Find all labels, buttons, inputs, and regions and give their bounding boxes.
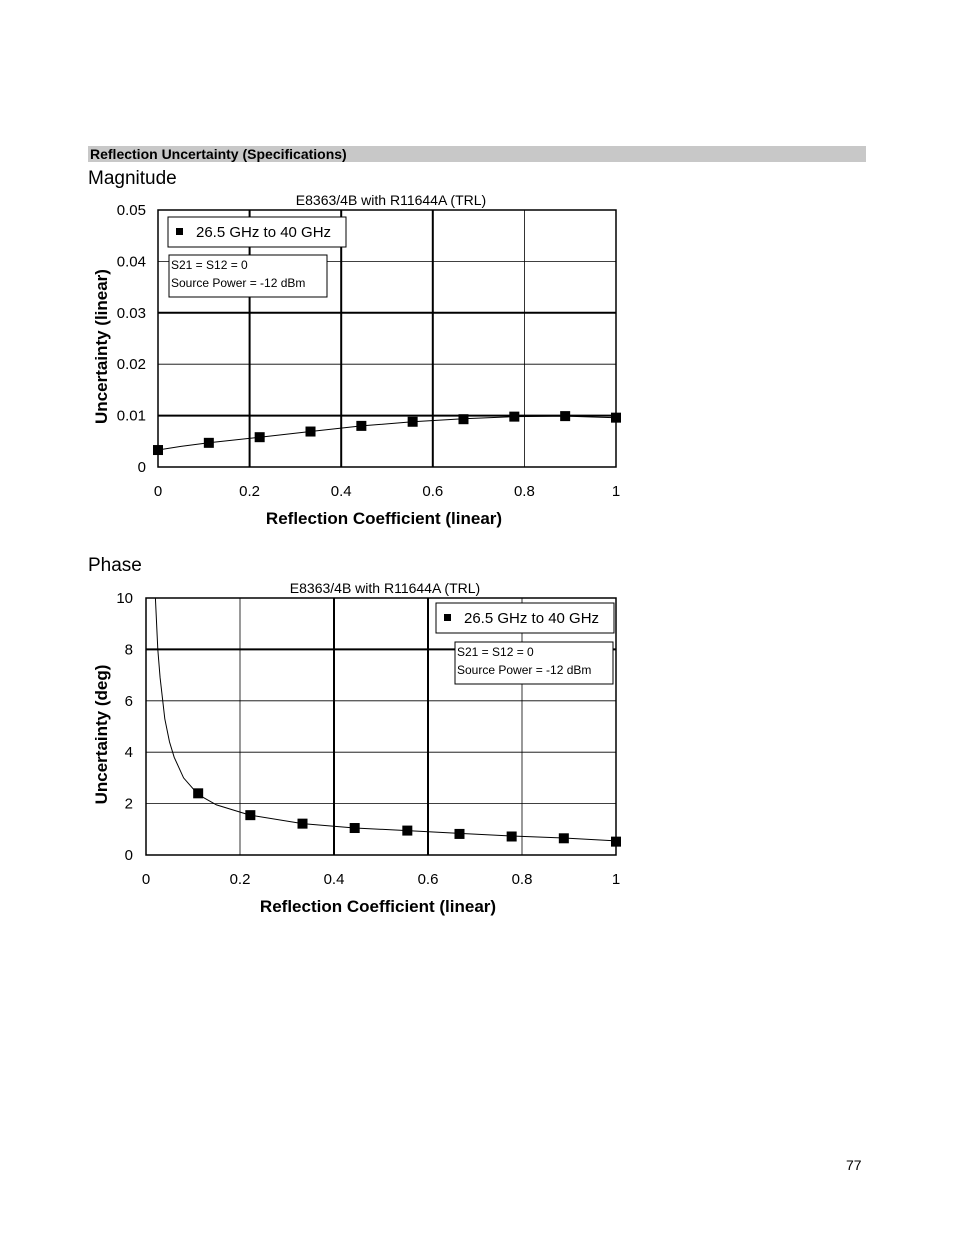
x-axis-label: Reflection Coefficient (linear) bbox=[265, 509, 503, 528]
x-tick-label: 0.2 bbox=[239, 483, 261, 500]
data-point-marker bbox=[402, 826, 412, 836]
fit-curve bbox=[155, 598, 616, 841]
y-tick-label: 0.02 bbox=[116, 356, 146, 374]
x-tick-label: 0 bbox=[141, 871, 151, 888]
y-tick-label: 10 bbox=[116, 590, 133, 607]
data-point-marker bbox=[559, 833, 569, 843]
phase-heading: Phase bbox=[88, 555, 142, 576]
legend-marker bbox=[176, 228, 183, 235]
data-point-marker bbox=[509, 412, 519, 422]
x-tick-label: 1 bbox=[611, 871, 621, 888]
section-title: Reflection Uncertainty (Specifications) bbox=[90, 146, 347, 162]
data-point-marker bbox=[350, 823, 360, 833]
y-tick-label: 8 bbox=[124, 641, 133, 659]
legend-label: 26.5 GHz to 40 GHz bbox=[464, 610, 600, 627]
y-tick-label: 0 bbox=[137, 459, 146, 476]
magnitude-chart bbox=[0, 185, 954, 535]
page-number: 77 bbox=[846, 1157, 862, 1173]
data-point-marker bbox=[153, 445, 163, 455]
annotation-text: S21 = S12 = 0 bbox=[171, 258, 248, 272]
plot-area-border bbox=[146, 598, 616, 855]
phase-chart bbox=[0, 573, 954, 923]
x-tick-label: 0.6 bbox=[422, 483, 444, 500]
x-tick-label: 0 bbox=[153, 483, 163, 500]
legend-label: 26.5 GHz to 40 GHz bbox=[196, 224, 332, 241]
y-tick-label: 0.01 bbox=[116, 407, 146, 425]
data-point-marker bbox=[560, 411, 570, 421]
magnitude-heading: Magnitude bbox=[88, 168, 177, 189]
y-tick-label: 0.03 bbox=[116, 304, 146, 322]
x-tick-label: 0.8 bbox=[511, 871, 533, 888]
y-axis-label: Uncertainty (linear) bbox=[92, 269, 111, 424]
x-tick-label: 0.6 bbox=[417, 871, 439, 888]
annotation-text: S21 = S12 = 0 bbox=[457, 645, 534, 659]
data-point-marker bbox=[204, 438, 214, 448]
section-title-bar bbox=[88, 146, 866, 162]
data-point-marker bbox=[611, 837, 621, 847]
data-point-marker bbox=[193, 788, 203, 798]
annotation-text: Source Power = -12 dBm bbox=[457, 663, 592, 677]
data-point-marker bbox=[454, 829, 464, 839]
y-tick-label: 2 bbox=[124, 795, 133, 813]
x-tick-label: 0.4 bbox=[323, 871, 345, 888]
y-tick-label: 4 bbox=[124, 744, 133, 762]
data-point-marker bbox=[611, 413, 621, 423]
data-point-marker bbox=[306, 427, 316, 437]
data-point-marker bbox=[507, 831, 517, 841]
data-point-marker bbox=[298, 819, 308, 829]
y-tick-label: 0.05 bbox=[116, 202, 146, 219]
x-axis-label: Reflection Coefficient (linear) bbox=[259, 897, 497, 916]
data-point-marker bbox=[255, 432, 265, 442]
legend-marker bbox=[444, 614, 451, 621]
y-tick-label: 0 bbox=[124, 847, 133, 864]
plot-area-border bbox=[158, 210, 616, 467]
y-tick-label: 6 bbox=[124, 692, 133, 710]
fit-curve bbox=[158, 416, 616, 450]
x-tick-label: 0.8 bbox=[513, 483, 535, 500]
y-tick-label: 0.04 bbox=[116, 253, 146, 271]
data-point-marker bbox=[458, 414, 468, 424]
data-point-marker bbox=[356, 421, 366, 431]
x-tick-label: 0.2 bbox=[229, 871, 251, 888]
data-point-marker bbox=[245, 810, 255, 820]
x-tick-label: 1 bbox=[611, 483, 621, 500]
annotation-text: Source Power = -12 dBm bbox=[171, 276, 306, 290]
chart-title: E8363/4B with R11644A (TRL) bbox=[295, 192, 487, 208]
x-tick-label: 0.4 bbox=[330, 483, 352, 500]
y-axis-label: Uncertainty (deg) bbox=[92, 664, 111, 805]
data-point-marker bbox=[408, 417, 418, 427]
chart-title: E8363/4B with R11644A (TRL) bbox=[289, 580, 481, 596]
